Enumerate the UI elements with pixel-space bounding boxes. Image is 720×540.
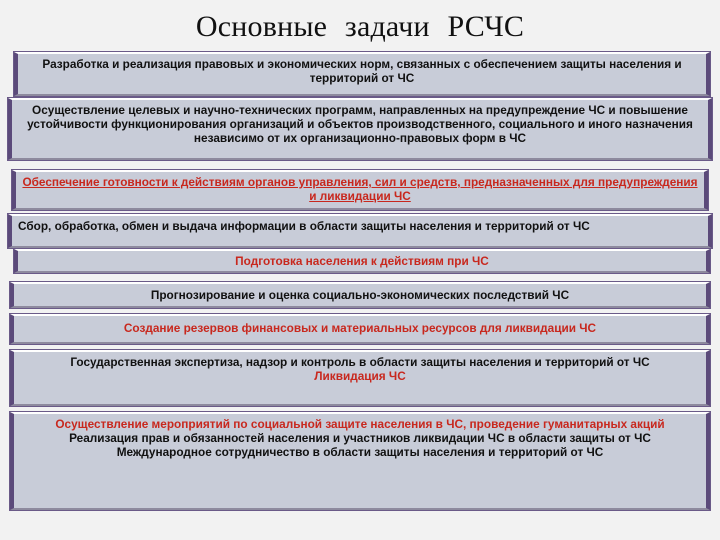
task-text: Прогнозирование и оценка социально-экономических последствий ЧС: [150, 288, 570, 302]
task-text: Осуществление мероприятий по социальной защите населения в ЧС, проведение гуманитарных акций: [55, 417, 665, 431]
task-text: Государственная экспертиза, надзор и контроль в области защиты населения и территорий от ЧС: [70, 355, 650, 369]
task-expertise-liquidation: [10, 350, 710, 406]
task-information: [8, 214, 712, 248]
task-social-international: [10, 412, 710, 510]
task-readiness: [12, 170, 708, 210]
task-text: Реализация прав и обязанностей населения и участников ликвидации ЧС в области защиты от ЧС: [69, 431, 651, 445]
task-text: Международное сотрудничество в области защиты населения и территорий от ЧС: [116, 445, 604, 459]
task-text: Создание резервов финансовых и материальных ресурсов для ликвидации ЧС: [123, 321, 597, 335]
task-forecasting: [10, 282, 710, 308]
task-reserves: [10, 314, 710, 344]
slide-title: Основные задачи РСЧС: [195, 10, 525, 43]
task-text: Разработка и реализация правовых и экономических норм, связанных с обеспечением защиты населения и территорий от ЧС: [42, 57, 682, 85]
task-text: Сбор, обработка, обмен и выдача информации в области защиты населения и территорий от ЧС: [18, 219, 590, 233]
task-text: Ликвидация ЧС: [314, 369, 406, 383]
task-training: [14, 249, 710, 273]
task-text: Осуществление целевых и научно-технических программ, направленных на предупреждение ЧС и повышение устойчивости функционирования организаций и объектов производственного, социального и иного назначения независимо от их организационно-правовых форм в ЧС: [27, 103, 693, 145]
task-text: Обеспечение готовности к действиям органов управления, сил и средств, предназначенных для предупреждения и ликвидации ЧС: [22, 175, 698, 203]
task-text: Подготовка населения к действиям при ЧС: [235, 254, 489, 268]
task-programs: [8, 98, 712, 160]
task-legal-norms: [14, 52, 710, 96]
